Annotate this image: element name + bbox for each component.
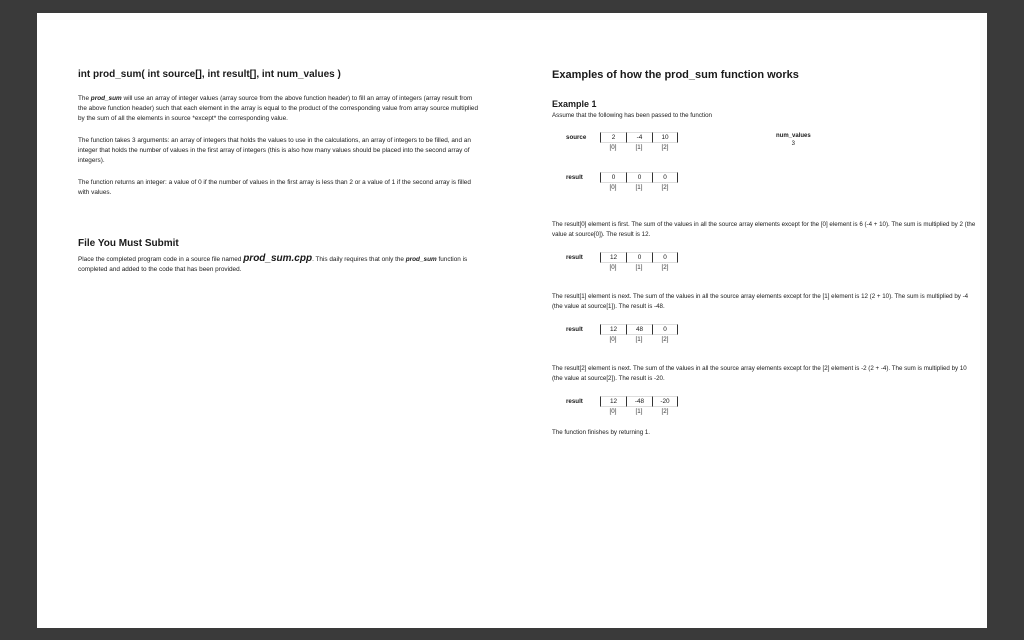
source-array-row xyxy=(552,130,977,162)
source-array xyxy=(600,132,678,152)
description-paragraph-3: The function returns an integer: a value of 0 if the number of values in the first array is less than 2 or a value of 1 if the second array is filled with values. xyxy=(78,179,471,196)
array-cell: 12 [0] xyxy=(600,324,626,344)
left-column xyxy=(78,69,478,287)
submit-heading: File You Must Submit xyxy=(78,238,179,249)
array-cell: -48 [1] xyxy=(626,396,652,416)
result-array-step1 xyxy=(600,252,678,272)
result-array-step2 xyxy=(600,324,678,344)
array-cell: 10 [2] xyxy=(652,132,678,152)
num-values-value: 3 xyxy=(791,141,796,147)
example-title: Example 1 xyxy=(552,99,597,109)
result-array-initial xyxy=(600,172,678,192)
array-cell: 2 [0] xyxy=(600,132,626,152)
step-3-text: The result[2] element is next. The sum of the values in all the source array elements except for the [2] element is -2 (2 + -4). The sum is multiplied by 10 (the value at source[2]). The result is -20. xyxy=(552,365,967,382)
result-array-step3-row: result 12 [0] -48 [1] -20 [2] xyxy=(552,394,977,426)
submit-paragraph: Place the completed program code in a source file named prod_sum.cpp. This daily requires that only the prod_sum function is completed and added to the code that has been provided. xyxy=(78,253,468,273)
function-signature: int prod_sum( int source[], int result[], int num_values ) xyxy=(78,69,341,80)
array-cell: 12 [0] xyxy=(600,252,626,272)
finish-text: The function finishes by returning 1. xyxy=(552,429,651,436)
result-array-step3 xyxy=(600,396,678,416)
result-label: result xyxy=(566,174,583,181)
assume-text: Assume that the following has been passed to the function xyxy=(552,112,712,119)
function-name-inline: prod_sum xyxy=(90,95,122,102)
step-2-text: The result[1] element is next. The sum of the values in all the source array elements except for the [1] element is 12 (2 + 10). The sum is multiplied by -4 (the value at source[1]). The result is -48. xyxy=(552,293,969,310)
source-label: source xyxy=(566,134,587,141)
array-cell: -20 [2] xyxy=(652,396,678,416)
array-cell: 12 [0] xyxy=(600,396,626,416)
examples-heading: Examples of how the prod_sum function works xyxy=(552,69,799,81)
submit-filename: prod_sum.cpp xyxy=(243,253,313,264)
num-values xyxy=(776,132,811,148)
array-cell: 0 [0] xyxy=(600,172,626,192)
array-cell: 0 [2] xyxy=(652,252,678,272)
num-values-label: num_values xyxy=(776,133,811,139)
result-array-initial-row xyxy=(552,170,977,202)
array-cell: 0 [1] xyxy=(626,172,652,192)
array-cell: -4 [1] xyxy=(626,132,652,152)
step-1-text: The result[0] element is first. The sum of the values in all the source array elements except for the [0] element is 6 (-4 + 10). The sum is multiplied by 2 (the value at source[0]). The result is 12. xyxy=(552,221,976,238)
array-cell: 0 [2] xyxy=(652,172,678,192)
right-column xyxy=(552,69,977,448)
result-array-step1-row: result 12 [0] 0 [1] 0 [2] xyxy=(552,250,977,282)
description-paragraph-2: The function takes 3 arguments: an array of integers that holds the values to use in the calculations, an array of integers to be filled, and an integer that holds the number of values in the first array of integers (this is also how many values should be placed into the second array of integers). xyxy=(78,137,471,164)
array-cell: 48 [1] xyxy=(626,324,652,344)
description-paragraph-1: The prod_sum will use an array of integer values (array source from the above function header) to fill an array of integers (array result from the above function header) such that each element in the array is equal to the product of the corresponding value from array source multiplied by the sum of all the elements in source *except* the corresponding value. xyxy=(78,95,479,122)
array-cell: 0 [2] xyxy=(652,324,678,344)
document-page xyxy=(37,13,987,628)
result-array-step2-row: result 12 [0] 48 [1] 0 [2] xyxy=(552,322,977,354)
array-cell: 0 [1] xyxy=(626,252,652,272)
submit-function-name: prod_sum xyxy=(405,256,437,263)
